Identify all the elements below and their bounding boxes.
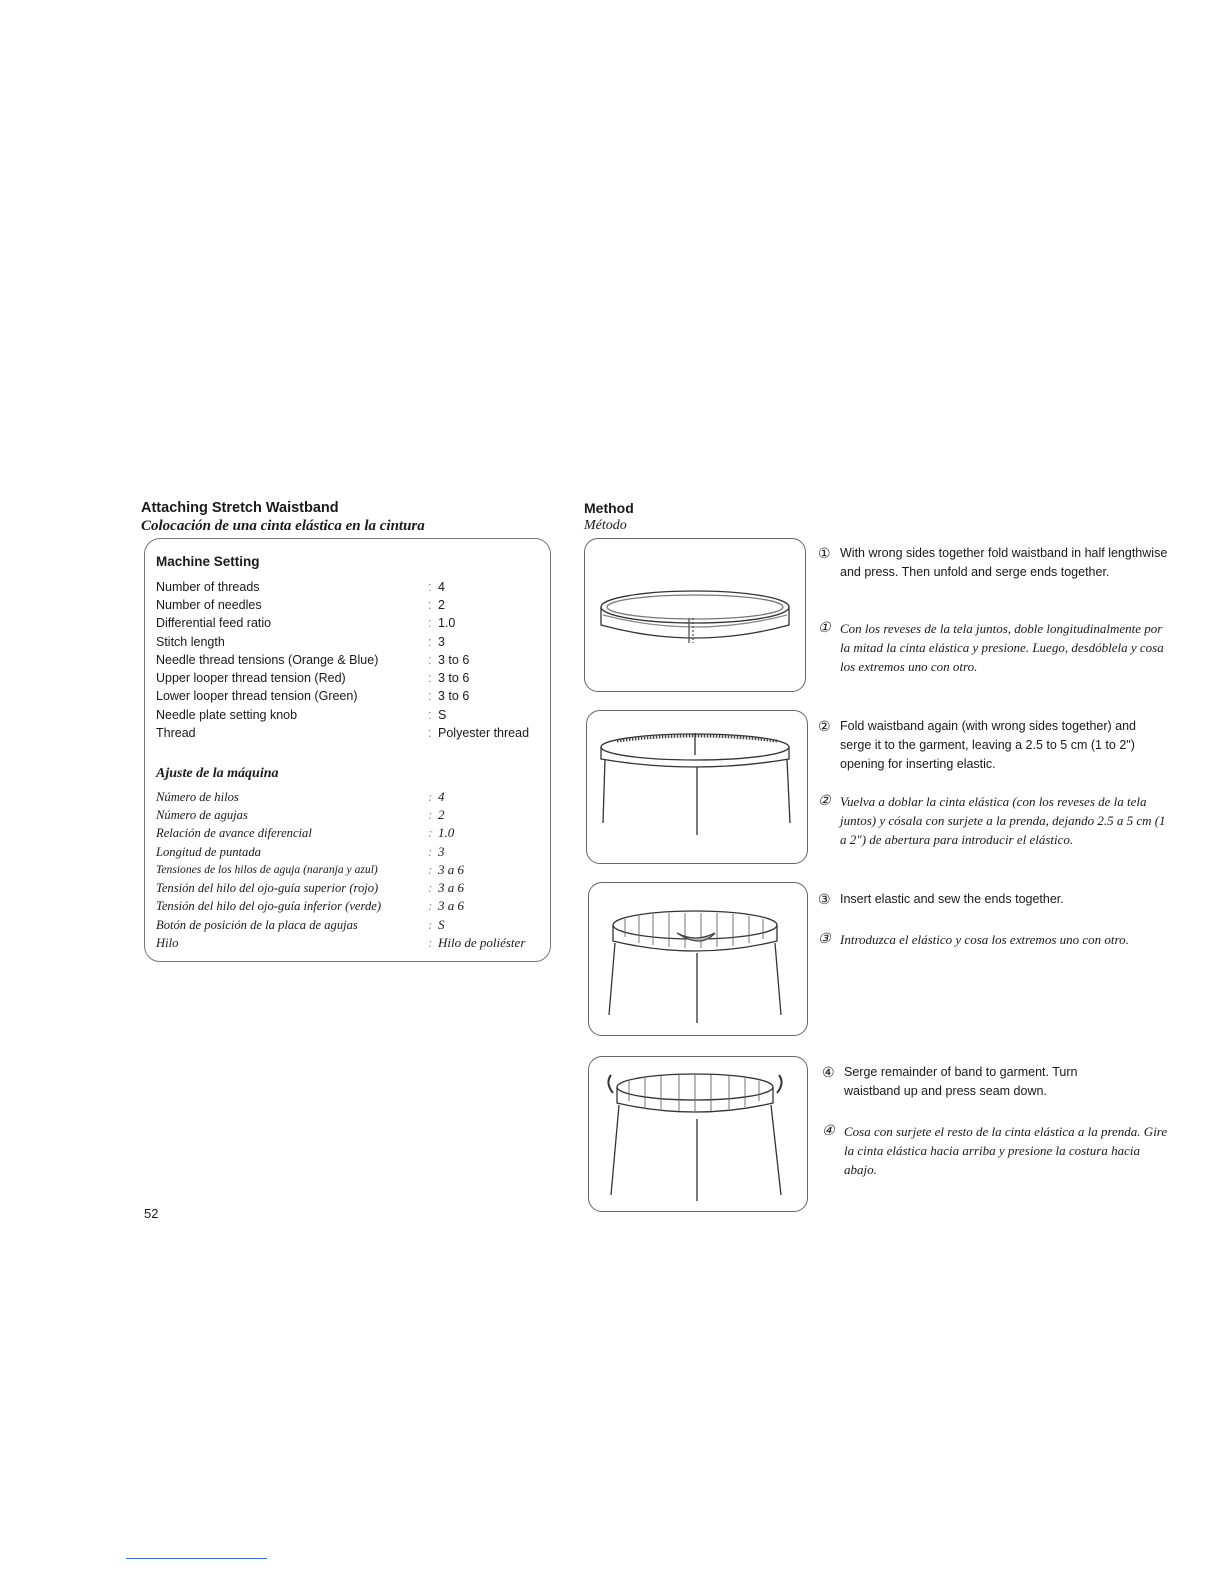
setting-label: Number of threads [156, 580, 260, 594]
setting-row [156, 651, 546, 669]
finished-waistband-drawing [589, 1057, 809, 1213]
garment-opening-drawing [587, 711, 809, 865]
setting-label: Tensiones de los hilos de aguja (naranja y azul) [156, 863, 378, 876]
step-number: ② [818, 794, 831, 809]
setting-row-spanish [156, 897, 546, 915]
page-title-spanish: Colocación de una cinta elástica en la cintura [141, 518, 425, 534]
setting-value: S [438, 708, 447, 722]
setting-label: Lower looper thread tension (Green) [156, 689, 358, 703]
setting-row [156, 596, 546, 614]
setting-label: Número de agujas [156, 808, 248, 822]
setting-separator: : [428, 635, 432, 649]
setting-value: Polyester thread [438, 726, 530, 740]
page-title: Attaching Stretch Waistband [141, 500, 339, 516]
setting-separator: : [428, 898, 433, 913]
setting-row [156, 614, 546, 632]
setting-label: Needle thread tensions (Orange & Blue) [156, 653, 379, 667]
setting-row [156, 578, 546, 596]
setting-row-spanish [156, 861, 546, 879]
method-title: Method [584, 500, 634, 516]
machine-setting-heading-spanish: Ajuste de la máquina [156, 766, 279, 781]
setting-separator: : [428, 689, 432, 703]
setting-separator: : [428, 598, 432, 612]
setting-separator: : [428, 708, 432, 722]
setting-value: 4 [438, 580, 445, 594]
setting-value: 3 a 6 [438, 898, 464, 913]
setting-value: 3 to 6 [438, 689, 470, 703]
step-number: ④ [822, 1124, 835, 1139]
setting-value: 3 to 6 [438, 671, 470, 685]
setting-separator: : [428, 880, 433, 895]
setting-separator: : [428, 825, 433, 840]
setting-value: 2 [438, 598, 445, 612]
setting-label: Longitud de puntada [156, 845, 261, 859]
setting-separator: : [428, 844, 433, 859]
setting-row [156, 669, 546, 687]
step-text: Con los reveses de la tela juntos, doble longitudinalmente por la mitad la cinta elástica y presione. Luego, desdóblela y cosa los extremos uno con otro. [840, 621, 1164, 674]
setting-value: 1.0 [438, 616, 456, 630]
setting-row-spanish [156, 824, 546, 842]
footer-rule [126, 1558, 267, 1559]
setting-row [156, 633, 546, 651]
step-number: ③ [818, 932, 831, 947]
setting-separator: : [428, 726, 432, 740]
setting-row-spanish [156, 879, 546, 897]
setting-separator: : [428, 917, 433, 932]
step-text: Serge remainder of band to garment. Turn waistband up and press seam down. [844, 1065, 1078, 1098]
step-text: Vuelva a doblar la cinta elástica (con los reveses de la tela juntos) y cósala con surjete a la prenda, dejando 2.5 a 5 cm (1 a 2") de abertura para introducir el elástico. [840, 794, 1166, 847]
setting-row-spanish [156, 916, 546, 934]
setting-value: 3 to 6 [438, 653, 470, 667]
setting-value: 4 [438, 789, 445, 804]
machine-setting-panel [144, 538, 551, 962]
setting-label: Número de hilos [156, 790, 239, 804]
setting-value: 3 a 6 [438, 862, 464, 877]
setting-value: 3 [438, 635, 445, 649]
setting-row [156, 706, 546, 724]
setting-row-spanish [156, 934, 546, 952]
setting-separator: : [428, 807, 433, 822]
step-text: Introduzca el elástico y cosa los extremos uno con otro. [840, 932, 1129, 947]
setting-row-spanish [156, 843, 546, 861]
page-number: 52 [144, 1206, 159, 1221]
setting-label: Botón de posición de la placa de agujas [156, 918, 358, 932]
setting-label: Stitch length [156, 635, 225, 649]
step-number: ① [818, 621, 831, 636]
setting-value: 1.0 [438, 825, 455, 840]
step-number: ③ [818, 891, 831, 907]
method-title-spanish: Método [584, 518, 627, 533]
step-number: ② [818, 718, 831, 734]
setting-row-spanish [156, 788, 546, 806]
setting-row [156, 724, 546, 742]
setting-row [156, 687, 546, 705]
step-text: Fold waistband again (with wrong sides together) and serge it to the garment, leaving a 2.5 to 5 cm (1 to 2") opening for inserting elastic. [840, 719, 1137, 771]
setting-label: Differential feed ratio [156, 616, 272, 630]
waistband-loop-illustration [584, 538, 806, 692]
setting-separator: : [428, 653, 432, 667]
garment-waistband-opening-illustration [586, 710, 808, 864]
setting-label: Thread [156, 726, 196, 740]
setting-separator: : [428, 580, 432, 594]
elastic-insertion-illustration [588, 882, 808, 1036]
step-text: Insert elastic and sew the ends together. [840, 892, 1064, 906]
setting-separator: : [428, 616, 432, 630]
step-text: With wrong sides together fold waistband in half lengthwise and press. Then unfold and serge ends together. [840, 546, 1168, 579]
setting-label: Tensión del hilo del ojo-guía superior (rojo) [156, 881, 379, 895]
setting-label: Hilo [156, 936, 179, 950]
step-text: Cosa con surjete el resto de la cinta elástica a la prenda. Gire la cinta elástica hacia arriba y presione la costura hacia abajo. [844, 1124, 1168, 1177]
setting-value: S [438, 917, 445, 932]
machine-setting-heading: Machine Setting [156, 554, 260, 569]
setting-separator: : [428, 862, 433, 877]
setting-value: 3 [438, 844, 445, 859]
setting-value: Hilo de poliéster [438, 935, 526, 950]
setting-separator: : [428, 789, 433, 804]
setting-value: 3 a 6 [438, 880, 464, 895]
setting-separator: : [428, 935, 433, 950]
step-number: ④ [822, 1064, 835, 1080]
setting-label: Tensión del hilo del ojo-guía inferior (verde) [156, 899, 382, 913]
step-number: ① [818, 545, 831, 561]
setting-label: Needle plate setting knob [156, 708, 298, 722]
setting-separator: : [428, 671, 432, 685]
setting-label: Upper looper thread tension (Red) [156, 671, 346, 685]
setting-value: 2 [438, 807, 445, 822]
setting-row-spanish [156, 806, 546, 824]
finished-waistband-illustration [588, 1056, 808, 1212]
setting-label: Number of needles [156, 598, 262, 612]
elastic-insertion-drawing [589, 883, 809, 1037]
waistband-loop-drawing [585, 539, 807, 693]
setting-label: Relación de avance diferencial [156, 826, 312, 840]
